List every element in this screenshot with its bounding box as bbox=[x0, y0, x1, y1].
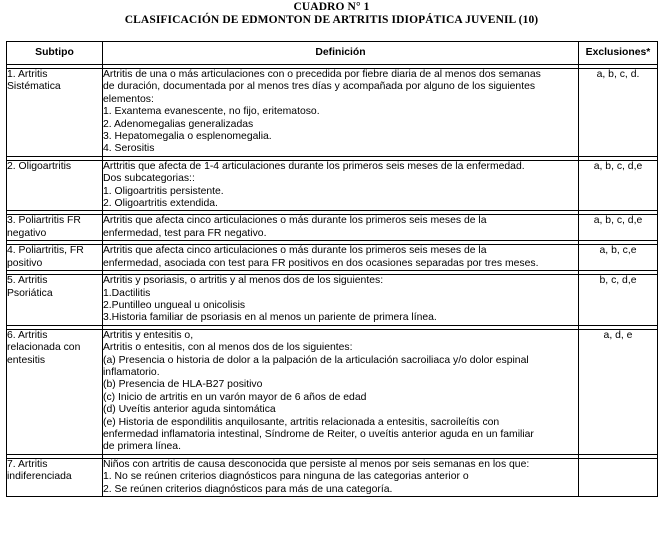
definition-line: Artritis y entesitis o, bbox=[103, 329, 194, 341]
table-row bbox=[7, 215, 658, 241]
exclusions-cell bbox=[579, 160, 658, 211]
exclusions-text: a, b, c,e bbox=[599, 245, 637, 257]
exclusions-text: b, c, d,e bbox=[599, 275, 637, 287]
definition-cell bbox=[103, 215, 579, 241]
subtype-cell bbox=[7, 69, 103, 157]
subtype-text: 2. Oligoartritis bbox=[7, 160, 72, 172]
header-exclusions: Exclusiones* bbox=[579, 42, 658, 65]
definition-line: (b) Presencia de HLA-B27 positivo bbox=[103, 379, 263, 391]
definition-line: (c) Inicio de artritis en un varón mayor de 6 años de edad bbox=[103, 391, 367, 403]
definition-line: 3. Hepatomegalia o esplenomegalia. bbox=[103, 131, 272, 143]
definition-line: 4. Serositis bbox=[103, 143, 155, 155]
definition-line: 1. Exantema evanescente, no fijo, eritematoso. bbox=[103, 106, 320, 118]
definition-line: Dos subcategorias:: bbox=[103, 173, 195, 185]
exclusions-cell bbox=[579, 215, 658, 241]
definition-line: Artritis que afecta cinco articulaciones o más durante los primeros seis meses de la bbox=[103, 215, 487, 227]
definition-cell bbox=[103, 160, 579, 211]
subtype-cell bbox=[7, 458, 103, 496]
exclusions-cell bbox=[579, 275, 658, 326]
subtype-text: negativo bbox=[7, 227, 47, 239]
definition-line: 1.Dactilitis bbox=[103, 287, 151, 299]
definition-line: Niños con artritis de causa desconocida que persiste al menos por seis semanas en los que: bbox=[103, 458, 530, 470]
definition-line: enfermedad, asociada con test para FR positivos en dos ocasiones separadas por tres meses. bbox=[103, 257, 539, 269]
table-row bbox=[7, 275, 658, 326]
subtype-text: 1. Artritis bbox=[7, 69, 48, 80]
header-row bbox=[7, 42, 658, 65]
definition-line: de duración, documentada por al menos tres días y acompañada por alguno de los siguientes bbox=[103, 81, 536, 93]
exclusions-text: a, b, c, d,e bbox=[593, 215, 643, 227]
definition-line: (d) Uveítis anterior aguda sintomática bbox=[103, 404, 276, 416]
definition-line: 2. Se reúnen criterios diagnósticos para más de una categoría. bbox=[103, 483, 393, 495]
definition-line: 3.Historia familiar de psoriasis en al menos un pariente de primera línea. bbox=[103, 312, 437, 324]
exclusions-cell bbox=[579, 245, 658, 271]
subtype-text: 3. Poliartritis FR bbox=[7, 215, 81, 227]
definition-line: de primera línea. bbox=[103, 441, 181, 453]
subtype-cell bbox=[7, 215, 103, 241]
exclusions-text: a, d, e bbox=[603, 329, 633, 341]
definition-line: Artritis de una o más articulaciones con o precedida por fiebre diaria de al menos dos semanas bbox=[103, 69, 541, 80]
subtype-cell bbox=[7, 275, 103, 326]
subtype-text: 7. Artritis bbox=[7, 458, 48, 470]
definition-line: enfermedad inflamatoria intestinal, Síndrome de Reiter, o uveítis anterior aguda en un familiar bbox=[103, 428, 534, 440]
subtype-text: 5. Artritis bbox=[7, 275, 48, 287]
subtype-cell bbox=[7, 160, 103, 211]
subtype-text: Psoriática bbox=[7, 287, 53, 299]
definition-line: elementos: bbox=[103, 93, 154, 105]
definition-line: enfermedad, test para FR negativo. bbox=[103, 227, 267, 239]
definition-line: Arttritis que afecta de 1-4 articulaciones durante los primeros seis meses de la enfermedad. bbox=[103, 160, 525, 172]
subtype-text: indiferenciada bbox=[7, 471, 72, 483]
definition-line: inflamatorio. bbox=[103, 366, 160, 378]
definition-line: (a) Presencia o historia de dolor a la palpación de la articulación sacroiliaca y/o dolor espinal bbox=[103, 354, 529, 366]
definition-line: 2. Adenomegalias generalizadas bbox=[103, 118, 254, 130]
table-title: CLASIFICACIÓN DE EDMONTON DE ARTRITIS IDIOPÁTICA JUVENIL (10) bbox=[124, 14, 539, 26]
exclusions-text: a, b, c, d,e bbox=[593, 160, 643, 172]
definition-cell bbox=[103, 458, 579, 496]
subtype-text: entesitis bbox=[7, 354, 46, 366]
subtype-text: positivo bbox=[7, 257, 43, 269]
subtype-text: 4. Poliartritis, FR bbox=[7, 245, 84, 257]
subtype-text: relacionada con bbox=[7, 342, 81, 354]
header-subtype: Subtipo bbox=[7, 42, 103, 65]
table-row bbox=[7, 329, 658, 454]
definition-line: (e) Historia de espondilitis anquilosante, artritis relacionada a entesitis, sacroileítis con bbox=[103, 416, 500, 428]
definition-line: Artritis y psoriasis, o artritis y al menos dos de los siguientes: bbox=[103, 275, 384, 287]
classification-table bbox=[6, 41, 658, 497]
subtype-cell bbox=[7, 245, 103, 271]
definition-line: 2.Puntilleo ungueal u onicolisis bbox=[103, 299, 246, 311]
definition-line: 2. Oligoartritis extendida. bbox=[103, 198, 218, 210]
definition-line: 1. No se reúnen criterios diagnósticos para ninguna de las categorias anterior o bbox=[103, 471, 469, 483]
subtype-text: Sistématica bbox=[7, 81, 61, 93]
definition-cell bbox=[103, 275, 579, 326]
subtype-cell bbox=[7, 329, 103, 454]
table-row bbox=[7, 69, 658, 157]
definition-cell bbox=[103, 69, 579, 157]
exclusions-cell bbox=[579, 69, 658, 157]
table-row bbox=[7, 458, 658, 496]
definition-line: 1. Oligoartritis persistente. bbox=[103, 185, 224, 197]
exclusions-cell bbox=[579, 329, 658, 454]
definition-line: Artritis que afecta cinco articulaciones o más durante los primeros seis meses de la bbox=[103, 245, 487, 257]
header-definition: Definición bbox=[103, 42, 579, 65]
table-body bbox=[7, 65, 658, 497]
subtype-text: 6. Artritis bbox=[7, 329, 48, 341]
table-row bbox=[7, 160, 658, 211]
table-row bbox=[7, 245, 658, 271]
definition-cell bbox=[103, 329, 579, 454]
definition-line: Artritis o entesitis, con al menos dos de los siguientes: bbox=[103, 342, 353, 354]
table-number: CUADRO N° 1 bbox=[293, 1, 370, 13]
exclusions-text: a, b, c, d. bbox=[596, 69, 640, 80]
definition-cell bbox=[103, 245, 579, 271]
exclusions-cell bbox=[579, 458, 658, 496]
